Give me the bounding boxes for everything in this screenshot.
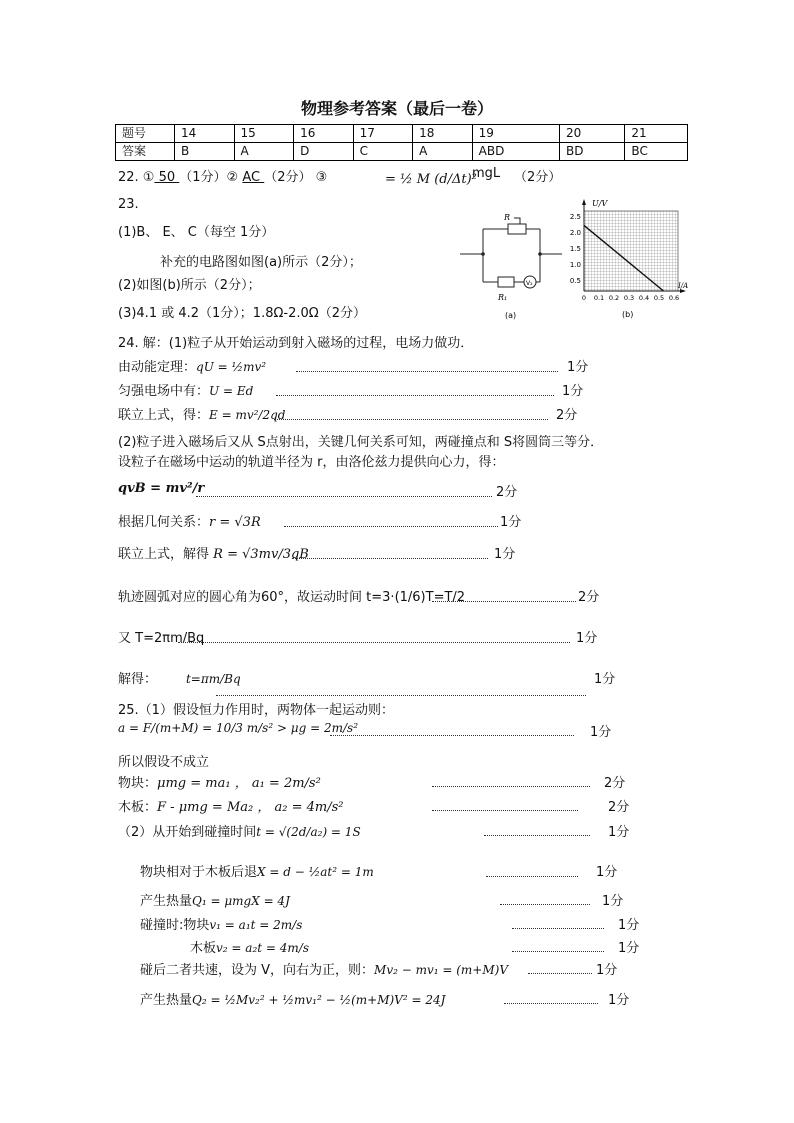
table-cell: 20 (560, 125, 625, 143)
leader-dots (504, 1002, 598, 1004)
leader-dots (484, 834, 590, 836)
graph-grid (584, 211, 678, 291)
score: 1分 (602, 894, 624, 909)
q25-line11: 碰后二者共速，设为 V，向右为正，则：Mv₂ − mv₁ = (m+M)V (140, 963, 508, 978)
score: 1分 (618, 941, 640, 956)
score: 1分 (567, 360, 589, 375)
score: 1分 (618, 918, 640, 933)
x-tick: 0.3 (623, 294, 635, 302)
y-tick: 2.5 (570, 213, 581, 221)
resistor-r1-label: R₁ (498, 293, 508, 302)
resistor-r-label: R (504, 213, 511, 222)
score: 2分 (556, 408, 578, 423)
table-cell: D (294, 143, 354, 161)
table-cell: 18 (413, 125, 473, 143)
x-tick: 0.2 (608, 294, 620, 302)
table-cell: 答案 (116, 143, 175, 161)
q23-line1: (1)B、 E、 C（每空 1分） (118, 225, 275, 240)
score: 1分 (596, 963, 618, 978)
leader-dots (486, 875, 578, 877)
x-tick: 0.6 (668, 294, 680, 302)
table-cell: 21 (625, 125, 688, 143)
q24-line12: 解得： t=πm/Bq (118, 672, 241, 687)
leader-dots (216, 694, 586, 696)
q24-line6: 设粒子在磁场中运动的轨道半径为 r，由洛伦兹力提供向心力，得： (118, 455, 505, 470)
q25-line3: 所以假设不成立 (118, 755, 210, 770)
q24-formula7: qvB = mv²/r (118, 481, 205, 496)
figure-a-caption: (a) (505, 311, 517, 320)
x-tick: 0.4 (638, 294, 650, 302)
x-tick: 0 (581, 294, 587, 302)
q25-line12: 产生热量Q₂ = ½Mv₂² + ½mv₁² − ½(m+M)V² = 24J (140, 993, 446, 1008)
leader-dots (512, 927, 604, 929)
x-tick: 0.1 (593, 294, 605, 302)
figure-b-caption: (b) (622, 310, 634, 319)
y-tick: 0.5 (570, 277, 581, 285)
leader-dots (296, 370, 558, 372)
q22-tail: mgL (472, 166, 501, 181)
leader-dots (432, 600, 576, 602)
leader-dots (292, 557, 488, 559)
leader-dots (432, 785, 590, 787)
y-tick: 1.5 (570, 245, 581, 253)
q24-line1: 24. 解：(1)粒子从开始运动到射入磁场的过程，电场力做功． (118, 336, 474, 351)
score: 1分 (576, 631, 598, 646)
q23-line4: (3)4.1 或 4.2（1分）；1.8Ω-2.0Ω（2分） (118, 306, 366, 321)
score: 2分 (578, 590, 600, 605)
y-tick: 2.0 (570, 229, 581, 237)
table-cell: A (234, 143, 294, 161)
q24-line4: 联立上式，得：E = mv²/2qd (118, 408, 286, 423)
q24-line2: 由动能定理：qU = ½mv² (118, 360, 267, 375)
ui-graph (570, 196, 690, 322)
table-cell: BD (560, 143, 625, 161)
score: 1分 (596, 865, 618, 880)
q25-line9: 碰撞时:物块v₁ = a₁t = 2m/s (140, 918, 303, 933)
q23-line3: (2)如图(b)所示（2分）； (118, 278, 261, 293)
score: 2分 (604, 776, 626, 791)
q25-formula2: a = F/(m+M) = 10/3 m/s² > μg = 2m/s² (118, 721, 358, 735)
q22-formula: = ½ M (d/Δt)² (385, 172, 477, 187)
table-row (116, 125, 688, 143)
q25-line5: 木板：F - μmg = Ma₂ ， a₂ = 4m/s² (118, 800, 344, 815)
table-cell: 题号 (116, 125, 175, 143)
table-row (116, 143, 688, 161)
table-cell: 19 (472, 125, 559, 143)
score: 1分 (608, 993, 630, 1008)
score: 1分 (590, 725, 612, 740)
q24-line3: 匀强电场中有：U = Ed (118, 384, 254, 399)
leader-dots (276, 394, 554, 396)
leader-dots (528, 972, 592, 974)
score: 1分 (494, 547, 516, 562)
leader-dots (178, 641, 570, 643)
q23-line2: 补充的电路图如图(a)所示（2分）； (160, 255, 362, 270)
q22-line: 22. ① 50 （1分）② AC （2分） ③ (118, 170, 328, 185)
q24-line10: 轨迹圆弧对应的圆心角为60°，故运动时间 t=3·(1/6)T=T/2 (118, 590, 466, 605)
leader-dots (330, 734, 574, 736)
score: 1分 (594, 672, 616, 687)
q24-line8: 根据几何关系：r = √3R (118, 515, 261, 530)
score: 1分 (562, 384, 584, 399)
table-cell: 16 (294, 125, 354, 143)
table-cell: 17 (353, 125, 413, 143)
leader-dots (196, 495, 492, 497)
voltmeter-label: V₂ (526, 280, 533, 287)
score: 1分 (500, 515, 522, 530)
leader-dots (500, 903, 590, 905)
leader-dots (274, 418, 548, 420)
q24-line9: 联立上式，解得 R = √3mv/3qB (118, 547, 309, 562)
table-cell: C (353, 143, 413, 161)
leader-dots (432, 809, 578, 811)
table-cell: A (413, 143, 473, 161)
q24-line11: 又 T=2πm/Bq (118, 631, 205, 646)
q25-line8: 产生热量Q₁ = μmgX = 4J (140, 894, 290, 909)
table-cell: ABD (472, 143, 559, 161)
graph-x-label: I/A (678, 282, 689, 290)
q24-line5: (2)粒子进入磁场后又从 S点射出，关键几何关系可知，两碰撞点和 S将圆筒三等分． (118, 435, 604, 450)
score: 1分 (608, 825, 630, 840)
q25-line4: 物块：μmg = ma₁ ， a₁ = 2m/s² (118, 776, 321, 791)
leader-dots (512, 950, 604, 952)
y-tick: 1.0 (570, 261, 581, 269)
table-cell: 15 (234, 125, 294, 143)
page-title: 物理参考答案（最后一卷） (300, 99, 493, 118)
score: 2分 (608, 800, 630, 815)
score: 2分 (496, 485, 518, 500)
q25-line6: （2）从开始到碰撞时间t = √(2d/a₂) = 1S (118, 825, 361, 840)
q25-line7: 物块相对于木板后退X = d − ½at² = 1m (140, 865, 374, 880)
q22-score: （2分） (514, 170, 562, 185)
answer-table (115, 124, 688, 161)
table-cell: B (175, 143, 235, 161)
table-cell: BC (625, 143, 688, 161)
q23-number: 23. (118, 197, 139, 212)
table-cell: 14 (175, 125, 235, 143)
q25-line10: 木板v₂ = a₂t = 4m/s (190, 941, 309, 956)
graph-y-label: U/V (592, 199, 608, 208)
x-tick: 0.5 (653, 294, 665, 302)
q25-line1: 25.（1）假设恒力作用时，两物体一起运动则： (118, 703, 394, 718)
leader-dots (284, 525, 498, 527)
circuit-diagram (458, 204, 564, 322)
